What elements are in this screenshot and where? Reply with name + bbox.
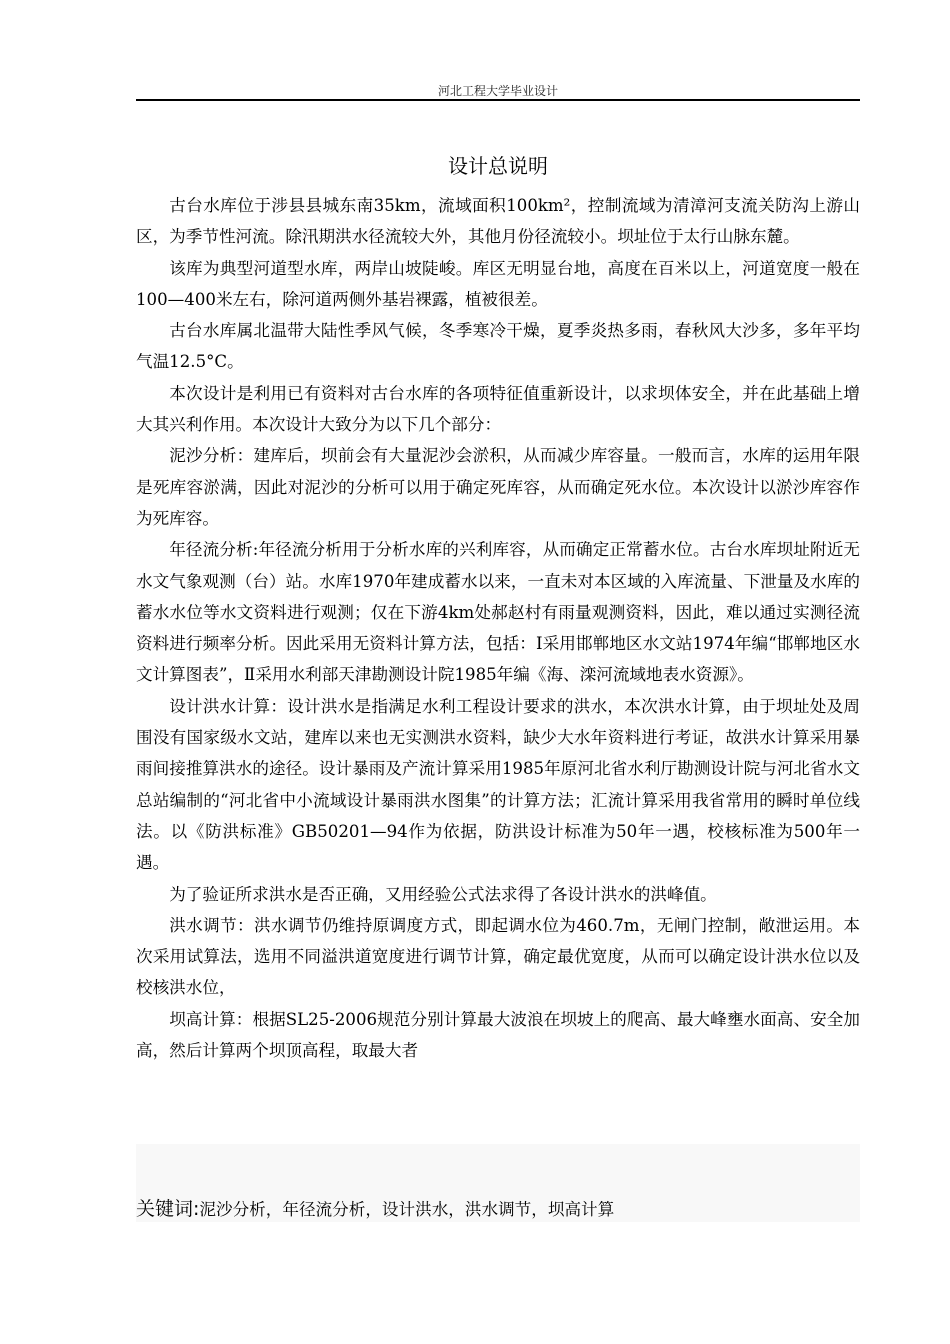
paragraph-verification: 为了验证所求洪水是否正确，又用经验公式法求得了各设计洪水的洪峰值。	[169, 884, 717, 904]
keywords-label: 关键词:	[136, 1198, 200, 1220]
paragraph-annual-runoff: 年径流分析:年径流分析用于分析水库的兴利库容，从而确定正常蓄水位。古台水库坝址附近无水文气象观测（台）站。水库1970年建成蓄水以来，一直未对本区域的入库流量、下泄量及水库的蓄水水位等水文资料进行观测；仅在下游4km处郝赵村有雨量观测资料，因此，难以通过实测径流资料进行频率分析。因此采用无资料计算方法，包括：Ⅰ采用邯郸地区水文站1974年编“邯郸地区水文计算图表”，Ⅱ采用水利部天津勘测设计院1985年编《海、滦河流域地表水资源》。	[136, 540, 860, 685]
paragraph-design-flood: 设计洪水计算：设计洪水是指满足水利工程设计要求的洪水，本次洪水计算，由于坝址处及周围没有国家级水文站，建库以来也无实测洪水资料，缺少大水年资料进行考证，故洪水计算采用暴雨间接推算洪水的途径。设计暴雨及产流计算采用1985年原河北省水利厅勘测设计院与河北省水文总站编制的“河北省中小流域设计暴雨洪水图集”的计算方法；汇流计算采用我省常用的瞬时单位线法。以《防洪标准》GB50201—94作为依据，防洪设计标准为50年一遇，校核标准为500年一遇。	[136, 696, 860, 873]
keywords	[136, 1194, 860, 1225]
paragraph-dam-height: 坝高计算：根据SL25-2006规范分别计算最大波浪在坝坡上的爬高、最大峰壅水面高、安全加高，然后计算两个坝顶高程，取最大者	[136, 1009, 860, 1061]
keywords-text: 泥沙分析，年径流分析，设计洪水，洪水调节，坝高计算	[199, 1200, 615, 1219]
paragraph-location: 古台水库位于涉县县城东南35km，流域面积100km²，控制流域为清漳河支流关防沟上游山区，为季节性河流。除汛期洪水径流较大外，其他月份径流较小。坝址位于太行山脉东麓。	[136, 196, 860, 247]
paragraph-sediment: 泥沙分析：建库后，坝前会有大量泥沙会淤积，从而减少库容量。一般而言，水库的运用年限是死库容淤满，因此对泥沙的分析可以用于确定死库容，从而确定死水位。本次设计以淤沙库容作为死库容。	[136, 446, 860, 528]
paragraph-terrain: 该库为典型河道型水库，两岸山坡陡峻。库区无明显台地，高度在百米以上，河道宽度一般在100—400米左右，除河道两侧外基岩裸露，植被很差。	[136, 258, 860, 309]
header-rule	[136, 99, 860, 101]
paragraph-climate: 古台水库属北温带大陆性季风气候，冬季寒冷干燥，夏季炎热多雨，春秋风大沙多，多年平均气温12.5°C。	[136, 321, 860, 372]
paragraph-flood-regulation: 洪水调节：洪水调节仍维持原调度方式，即起调水位为460.7m，无闸门控制，敞泄运用。本次采用试算法，选用不同溢洪道宽度进行调节计算，确定最优宽度，从而可以确定设计洪水位以及校核洪水位，	[136, 915, 860, 998]
body-text	[136, 190, 860, 1066]
page-header: 河北工程大学毕业设计	[437, 84, 558, 98]
document-title: 设计总说明	[448, 154, 548, 178]
paragraph-design-overview: 本次设计是利用已有资料对古台水库的各项特征值重新设计，以求坝体安全，并在此基础上增大其兴利作用。本次设计大致分为以下几个部分：	[136, 383, 860, 435]
